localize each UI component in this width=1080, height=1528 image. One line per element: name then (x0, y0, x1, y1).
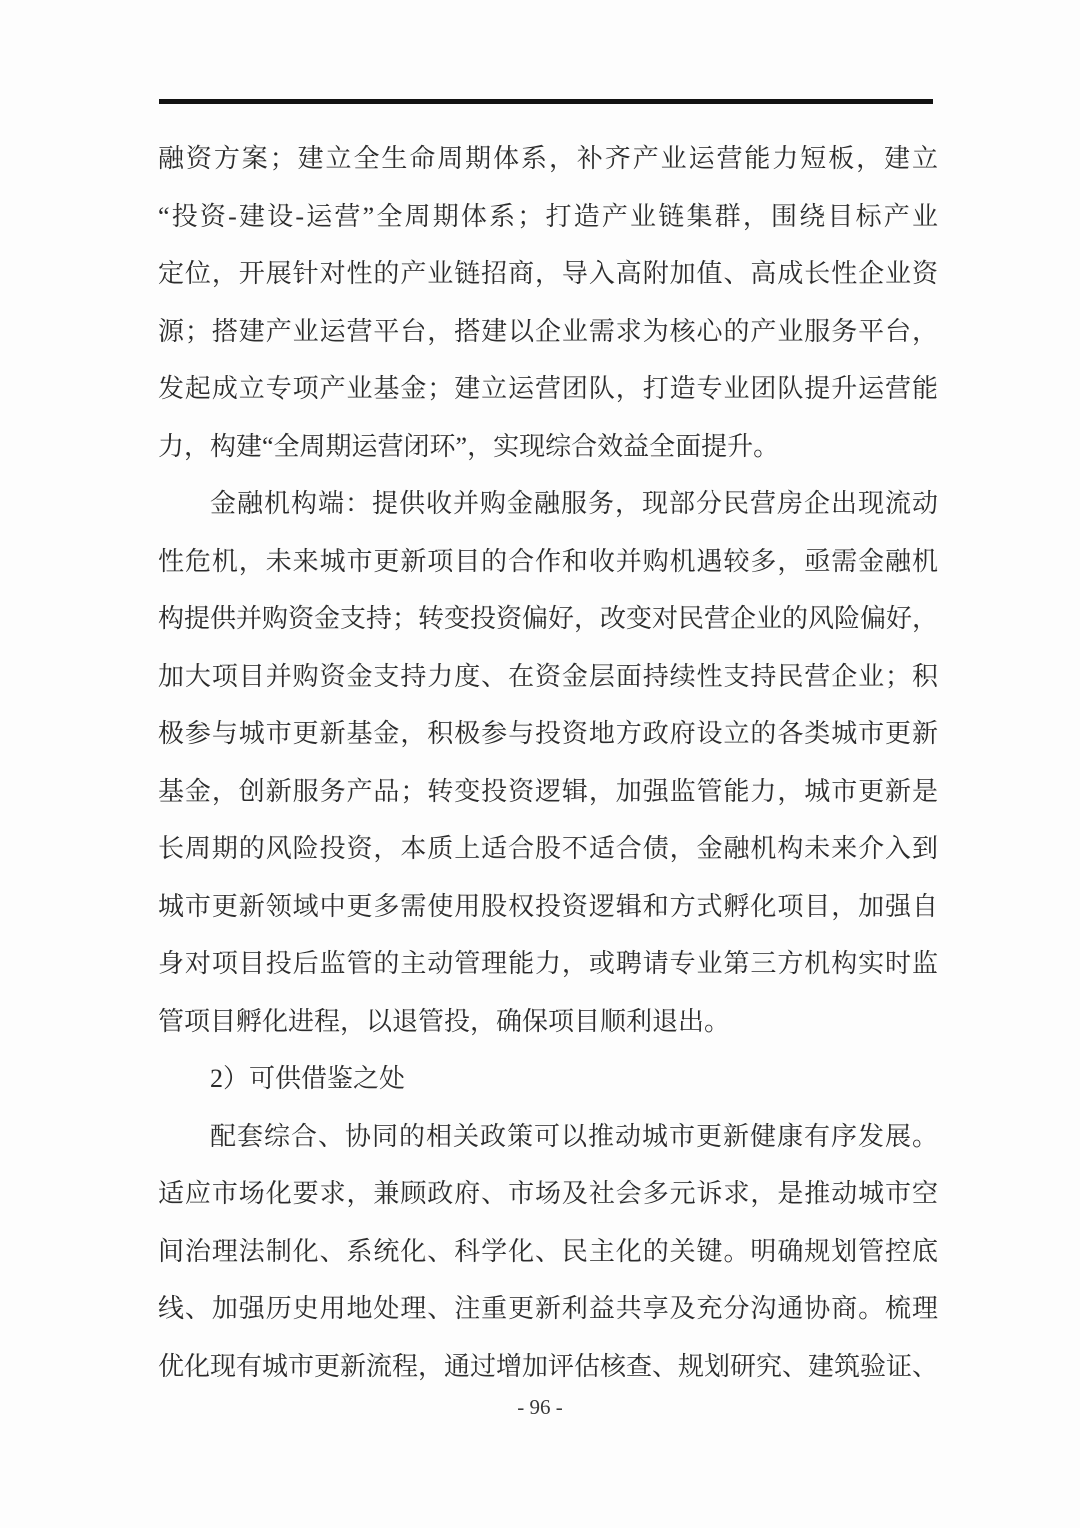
text-line: 源；搭建产业运营平台，搭建以企业需求为核心的产业服务平台， (158, 316, 938, 346)
text-line: 加大项目并购资金支持力度、在资金层面持续性支持民营企业；积 (158, 661, 938, 691)
paragraph-financial-institutions (158, 475, 938, 1050)
paragraph-policy (158, 1108, 938, 1396)
text-line: 适应市场化要求，兼顾政府、市场及社会多元诉求，是推动城市空 (158, 1179, 938, 1208)
header-rule (159, 99, 933, 104)
text-line: 性危机，未来城市更新项目的合作和收并购机遇较多，亟需金融机 (158, 546, 938, 576)
page-number: - 96 - (517, 1395, 563, 1419)
text-line: 身对项目投后监管的主动管理能力，或聘请专业第三方机构实时监 (158, 949, 938, 978)
text-line: 金融机构端：提供收并购金融服务，现部分民营房企出现流动 (210, 489, 938, 518)
text-line: 基金，创新服务产品；转变投资逻辑，加强监管能力，城市更新是 (158, 776, 938, 806)
text-line: 极参与城市更新基金，积极参与投资地方政府设立的各类城市更新 (158, 719, 938, 748)
heading-lessons (158, 1050, 938, 1108)
heading-line: 2）可供借鉴之处 (210, 1064, 406, 1093)
paragraph-operating-capability (158, 130, 938, 475)
text-line: 融资方案；建立全生命周期体系，补齐产业运营能力短板，建立 (158, 144, 938, 173)
text-line: 配套综合、协同的相关政策可以推动城市更新健康有序发展。 (210, 1121, 938, 1151)
text-line: 城市更新领域中更多需使用股权投资逻辑和方式孵化项目，加强自 (158, 891, 938, 921)
page-body (158, 130, 938, 1395)
text-line: 间治理法制化、系统化、科学化、民主化的关键。明确规划管控底 (158, 1236, 938, 1266)
text-line: 长周期的风险投资，本质上适合股不适合债，金融机构未来介入到 (158, 834, 938, 863)
text-line: 构提供并购资金支持；转变投资偏好，改变对民营企业的风险偏好， (158, 604, 939, 633)
text-line: 定位，开展针对性的产业链招商，导入高附加值、高成长性企业资 (158, 259, 938, 288)
text-line: 力，构建“全周期运营闭环”，实现综合效益全面提升。 (158, 431, 780, 461)
text-line: “投资-建设-运营”全周期体系；打造产业链集群，围绕目标产业 (158, 201, 938, 231)
text-line: 优化现有城市更新流程，通过增加评估核查、规划研究、建筑验证、 (158, 1351, 939, 1381)
text-line: 线、加强历史用地处理、注重更新利益共享及充分沟通协商。梳理 (158, 1294, 938, 1323)
text-line: 管项目孵化进程，以退管投，确保项目顺利退出。 (158, 1006, 731, 1036)
text-line: 发起成立专项产业基金；建立运营团队，打造专业团队提升运营能 (158, 374, 938, 403)
